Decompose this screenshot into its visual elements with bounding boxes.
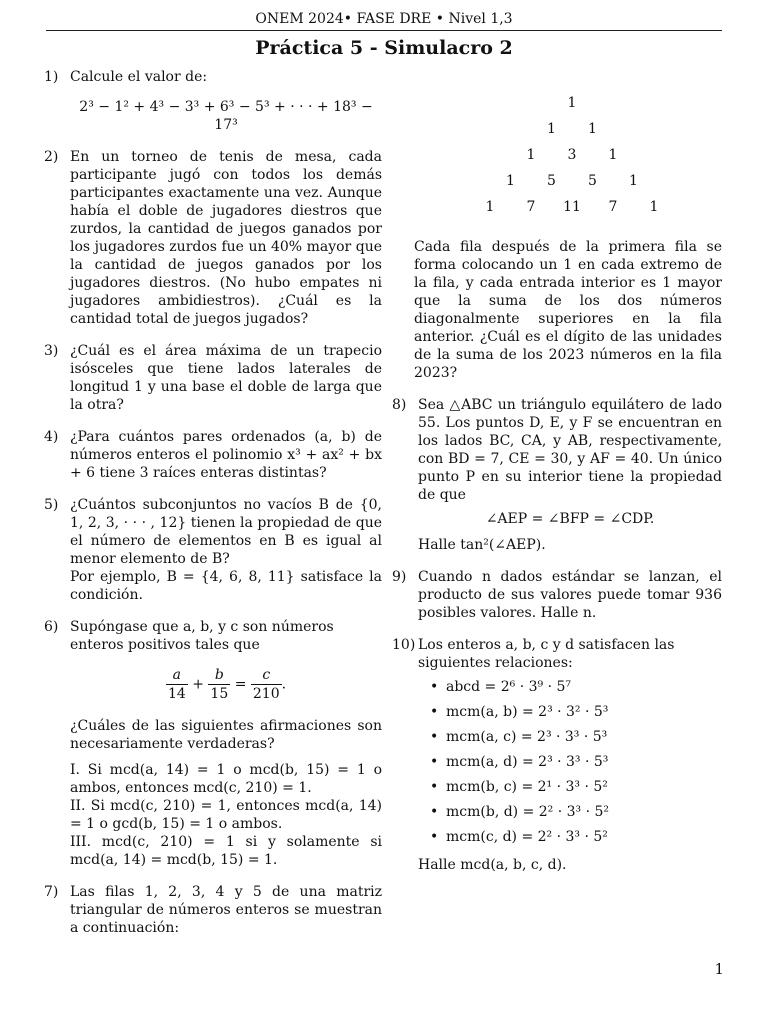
problem-2 bbox=[44, 148, 382, 328]
problem-4 bbox=[44, 428, 382, 482]
triangle-entry: 7 bbox=[526, 199, 536, 215]
problem-number: 7) bbox=[44, 884, 59, 900]
fraction-equation: $\frac{a}{14}$ + $\frac{b}{15}$ = $\frac{c}{210}$ . bbox=[167, 667, 287, 702]
triangle-entry: 11 bbox=[563, 199, 581, 215]
triangular-array bbox=[392, 80, 722, 220]
statement-iii: III. mcd(c, 210) = 1 si y solamente si mcd(a, 14) = mcd(b, 15) = 1. bbox=[70, 834, 382, 868]
problem-question: ¿Cuáles de las siguientes afirmaciones son necesariamente verdaderas? bbox=[70, 718, 382, 752]
problem-text: Calcule el valor de: bbox=[70, 69, 208, 85]
problem-number: 10) bbox=[392, 637, 416, 653]
triangle-entry: 1 bbox=[547, 121, 556, 137]
problem-text: Cuando n dados estándar se lanzan, el producto de sus valores puede tomar 936 posibles valores. Halle n. bbox=[418, 569, 722, 621]
triangle-entry: 1 bbox=[649, 199, 659, 215]
problem-5 bbox=[44, 496, 382, 604]
problem-number: 8) bbox=[392, 397, 407, 413]
page-number: 1 bbox=[714, 960, 724, 978]
problem-text: ¿Para cuántos pares ordenados (a, b) de números enteros el polinomio x³ + ax² + bx + 6 tiene 3 raíces enteras distintas? bbox=[70, 429, 382, 481]
problem-number: 2) bbox=[44, 149, 59, 165]
problem-number: 9) bbox=[392, 569, 407, 585]
problem-7 bbox=[44, 883, 382, 937]
problem-ask: Halle tan²(∠AEP). bbox=[418, 537, 546, 553]
triangle-entry: 7 bbox=[608, 199, 618, 215]
problem-ask: Halle mcd(a, b, c, d). bbox=[418, 857, 567, 873]
problem-text: Las filas 1, 2, 3, 4 y 5 de una matriz triangular de números enteros se muestran a continuación: bbox=[70, 884, 382, 936]
problem-text: Cada fila después de la primera fila se forma colocando un 1 en cada extremo de la fila, y cada entrada interior es 1 mayor que la suma de los dos números diagonalmente superiores en la fila anterior. ¿Cuál es el dígito de las unidades de la suma de los 2023 números en la fila 2023? bbox=[414, 239, 722, 381]
problem-formula: 2³ − 1² + 4³ − 3³ + 6³ − 5³ + · · · + 18³ − 17³ bbox=[79, 99, 373, 133]
problem-9 bbox=[392, 568, 722, 622]
problem-text: En un torneo de tenis de mesa, cada participante jugó con todos los demás participantes exactamente una vez. Aunque había el doble de jugadores diestros que zurdos, la cantidad de juegos ganados por los jugadores zurdos fue un 40% mayor que la cantidad de juegos ganados por los jugadores diestros. (No hubo empates ni jugadores ambidiestros). ¿Cuál es la cantidad total de juegos jugados? bbox=[70, 149, 382, 327]
relation-item: • mcm(b, d) = 2² · 3³ · 5² bbox=[430, 803, 722, 821]
problem-1 bbox=[44, 68, 382, 134]
triangle-entry: 1 bbox=[629, 173, 638, 189]
triangle-entry: 1 bbox=[506, 173, 515, 189]
problem-text: ¿Cuál es el área máxima de un trapecio isósceles que tiene lados laterales de longitud 1 y una base el doble de larga que la otra? bbox=[70, 343, 382, 413]
problem-number: 5) bbox=[44, 497, 59, 513]
header-rule bbox=[46, 30, 722, 31]
problem-number: 6) bbox=[44, 619, 59, 635]
statement-i: I. Si mcd(a, 14) = 1 o mcd(b, 15) = 1 o ambos, entonces mcd(c, 210) = 1. bbox=[70, 762, 382, 796]
triangle-entry: 3 bbox=[567, 147, 577, 163]
relation-item: • mcm(a, b) = 2³ · 3² · 5³ bbox=[430, 703, 722, 721]
problem-text: Supóngase que a, b, y c son números enteros positivos tales que bbox=[70, 619, 334, 653]
left-column bbox=[44, 68, 382, 951]
problem-7-continued bbox=[392, 238, 722, 382]
triangle-entry: 1 bbox=[608, 147, 618, 163]
page-title: Práctica 5 - Simulacro 2 bbox=[255, 37, 513, 59]
relation-item: • mcm(a, c) = 2³ · 3³ · 5³ bbox=[430, 728, 722, 746]
relation-item: • abcd = 2⁶ · 3⁹ · 5⁷ bbox=[430, 678, 722, 696]
triangle-entry: 5 bbox=[588, 173, 597, 189]
problem-text: ¿Cuántos subconjuntos no vacíos B de {0, 1, 2, 3, · · · , 12} tienen la propiedad de que el número de elementos en B es igual al menor elemento de B? bbox=[70, 497, 382, 567]
problem-number: 1) bbox=[44, 69, 59, 85]
problem-text: Los enteros a, b, c y d satisfacen las siguientes relaciones: bbox=[418, 637, 675, 671]
problem-text: Sea △ABC un triángulo equilátero de lado 55. Los puntos D, E, y F se encuentran en los lados BC, CA, y AB, respectivamente, con BD = 7, CE = 30, y AF = 40. Un único punto P en su interior tiene la propiedad de que bbox=[418, 397, 722, 503]
fraction-c: $\frac{c}{210}$ bbox=[252, 667, 280, 702]
relation-item: • mcm(a, d) = 2³ · 3³ · 5³ bbox=[430, 753, 722, 771]
statement-ii: II. Si mcd(c, 210) = 1, entonces mcd(a, 14) = 1 o gcd(b, 15) = 1 o ambos. bbox=[70, 798, 382, 832]
problem-10 bbox=[392, 636, 722, 874]
fraction-b: $\frac{b}{15}$ bbox=[210, 667, 229, 702]
triangle-entry: 1 bbox=[526, 147, 536, 163]
triangle-entry: 1 bbox=[567, 95, 577, 111]
fraction-a: $\frac{a}{14}$ bbox=[167, 667, 186, 702]
problem-number: 4) bbox=[44, 429, 59, 445]
relation-item: • mcm(b, c) = 2¹ · 3³ · 5² bbox=[430, 778, 722, 796]
relations-list bbox=[418, 678, 722, 846]
right-column bbox=[392, 68, 722, 888]
triangle-entry: 1 bbox=[485, 199, 495, 215]
triangle-entry: 1 bbox=[588, 121, 597, 137]
problem-6 bbox=[44, 618, 382, 869]
problem-8 bbox=[392, 396, 722, 554]
problem-number: 3) bbox=[44, 343, 59, 359]
relation-item: • mcm(c, d) = 2² · 3³ · 5² bbox=[430, 828, 722, 846]
problem-example: Por ejemplo, B = {4, 6, 8, 11} satisface la condición. bbox=[70, 569, 382, 603]
running-header: ONEM 2024• FASE DRE • Nivel 1,3 bbox=[255, 11, 513, 27]
triangle-entry: 5 bbox=[547, 173, 556, 189]
problem-3 bbox=[44, 342, 382, 414]
problem-formula: ∠AEP = ∠BFP = ∠CDP. bbox=[485, 511, 655, 527]
